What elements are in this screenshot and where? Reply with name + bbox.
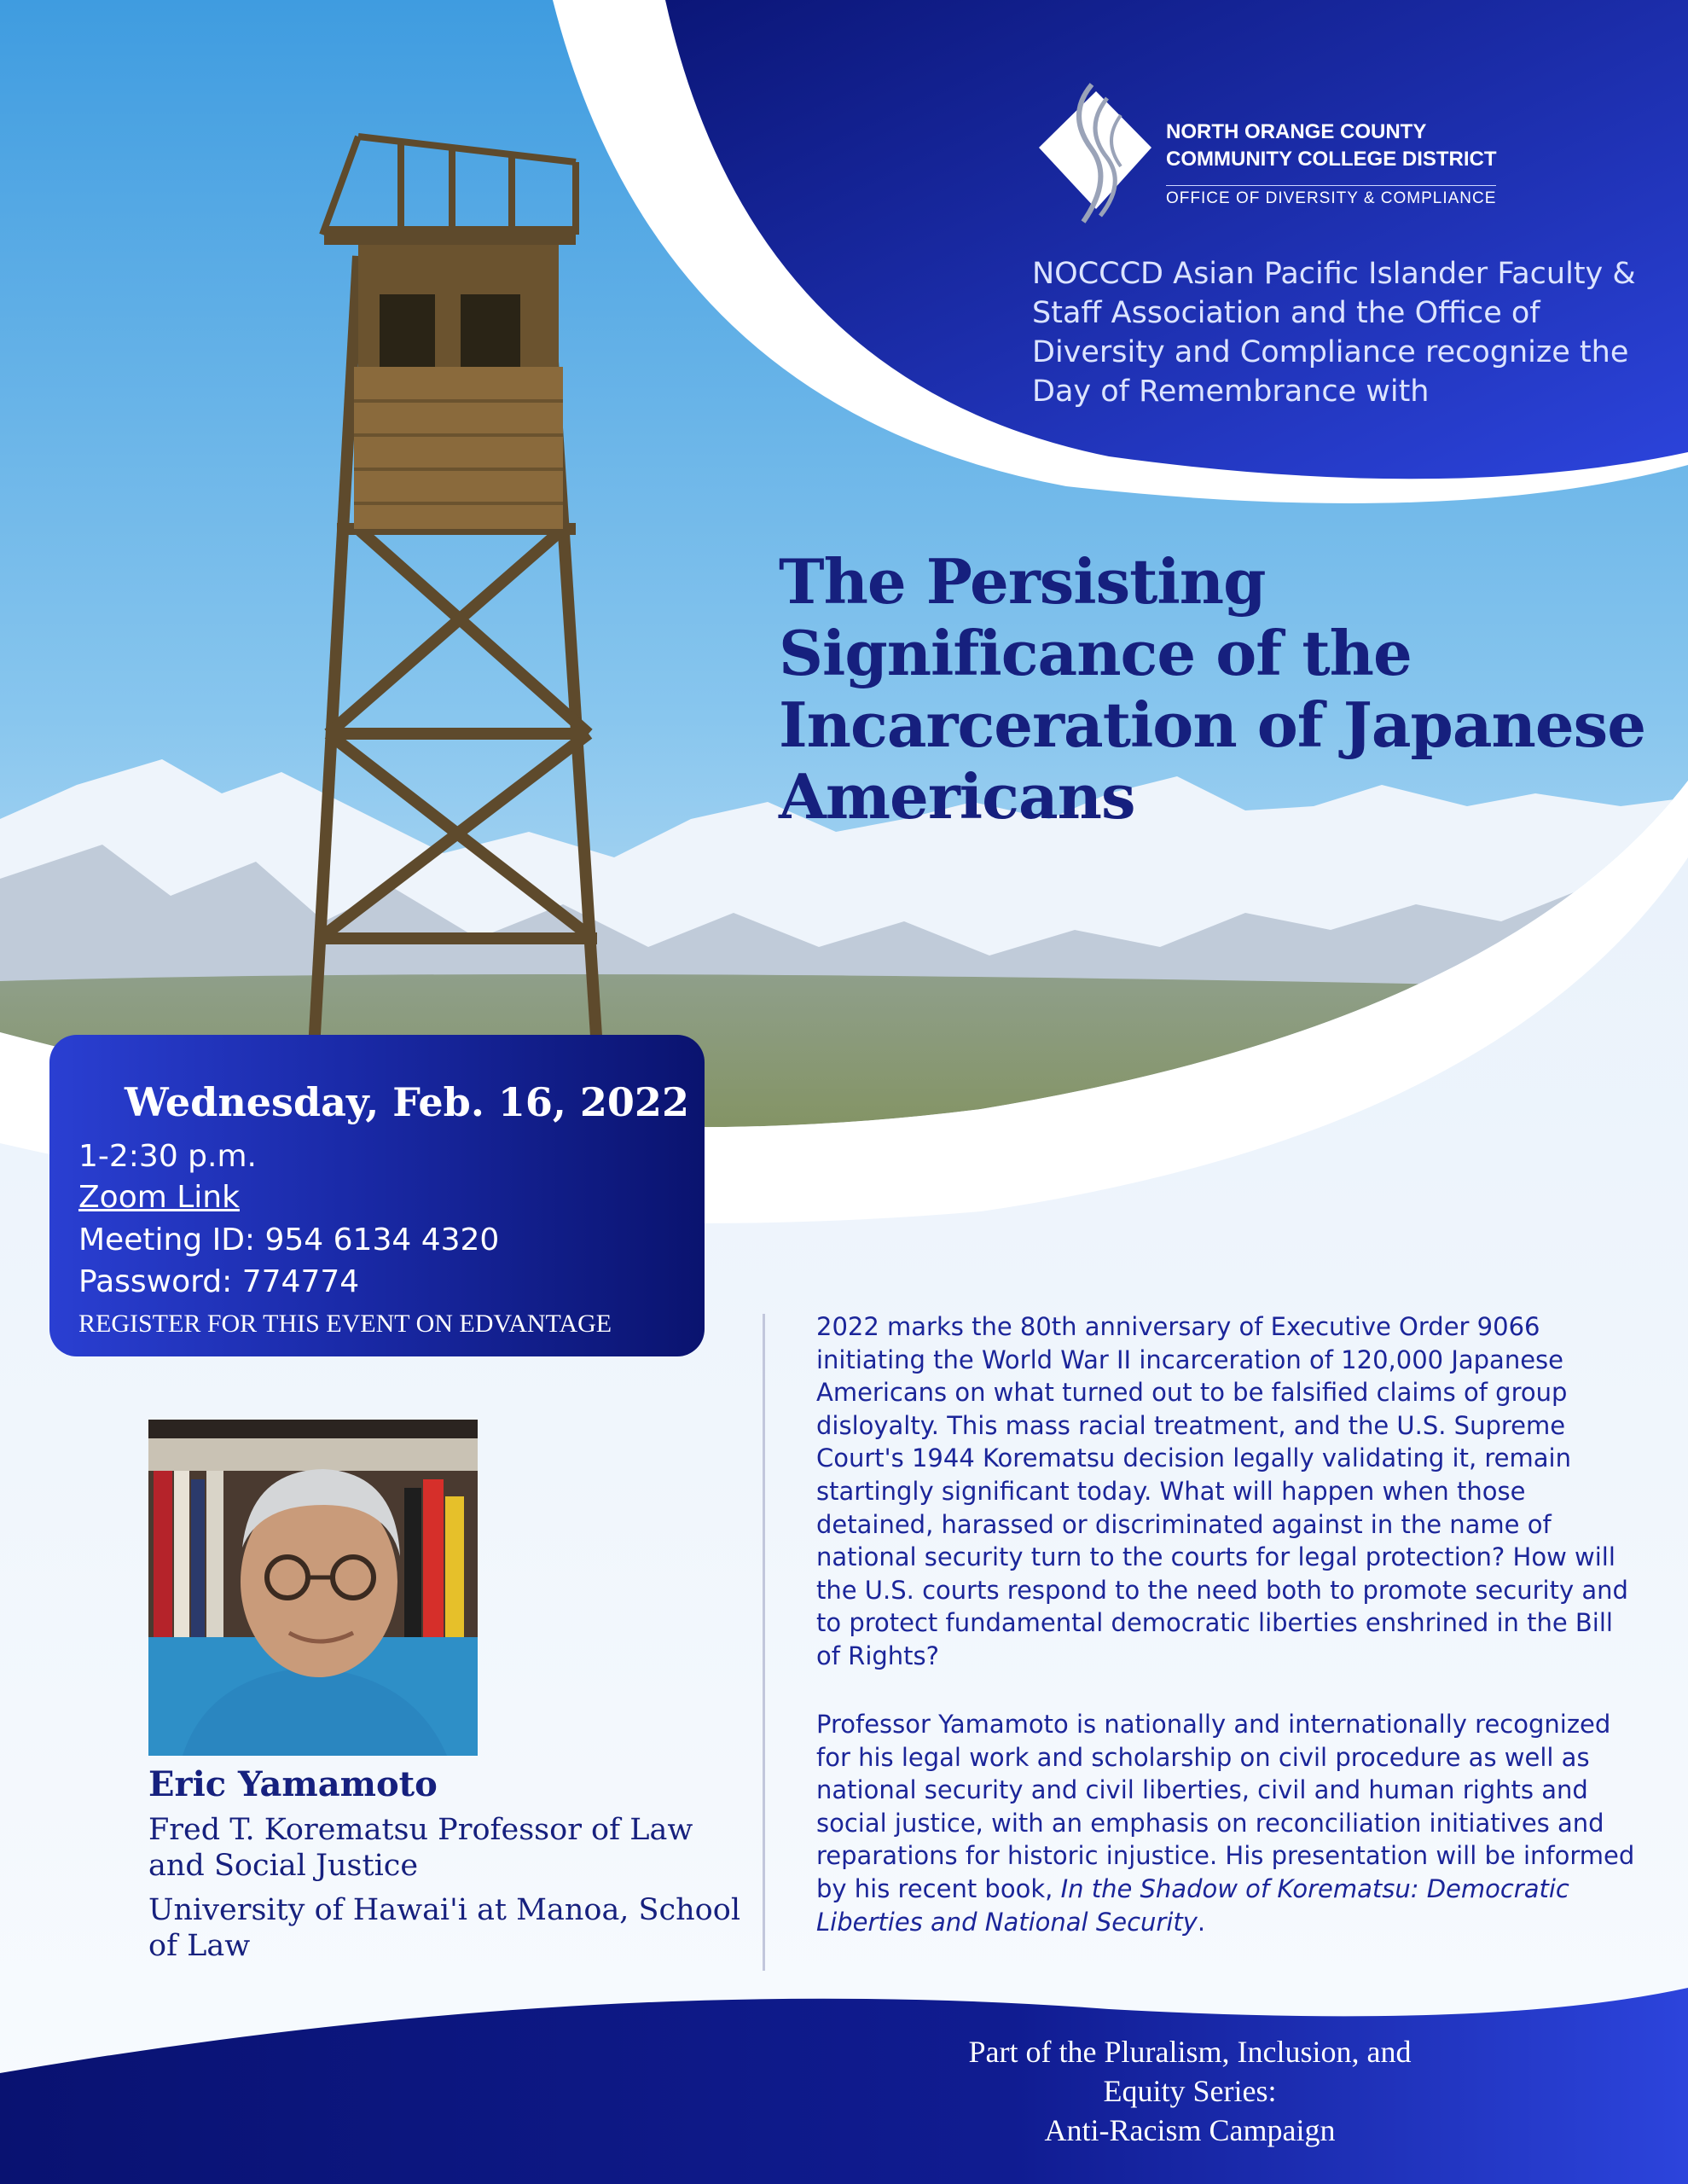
org-name <box>1166 119 1497 173</box>
intro-text: NOCCCD Asian Pacific Islander Faculty & Staff Association and the Office of Diversity and Compliance recognize the Day of Remembrance with <box>1032 257 1636 409</box>
event-details-box <box>49 1035 705 1356</box>
speaker-title: Fred T. Korematsu Professor of Law and Social Justice <box>148 1813 693 1883</box>
footer-line3: Anti-Racism Campaign <box>1044 2113 1336 2147</box>
org-name-line2: COMMUNITY COLLEGE DISTRICT <box>1166 148 1497 171</box>
column-divider <box>763 1314 765 1971</box>
nocccd-diamond-icon <box>1032 81 1160 226</box>
meeting-password: Password: 774774 <box>78 1264 360 1299</box>
book-title: In the Shadow of Korematsu: Democratic Liberties and National Security <box>816 1873 1569 1937</box>
speaker-photo <box>148 1420 478 1756</box>
description-paragraph-1: 2022 marks the 80th anniversary of Executive Order 9066 initiating the World War II incarceration of 120,000 Japanese Americans on what turned out to be falsified claims of group disloyalty. This mass racial treatment, and the U.S. Supreme Court's 1944 Korematsu decision legally validating it, remain startingly significant today. What will happen when those detained, harassed or discriminated against in the name of national security turn to the courts for legal protection? How will the U.S. courts respond to the need both to promote security and to protect fundamental democratic liberties enshrined in the Bill of Rights? <box>816 1312 1628 1670</box>
event-time: 1-2:30 p.m. <box>78 1139 257 1174</box>
meeting-id: Meeting ID: 954 6134 4320 <box>78 1223 500 1258</box>
speaker-institution: University of Hawai'i at Manoa, School of Law <box>148 1893 741 1963</box>
description-p2-text: Professor Yamamoto is nationally and internationally recognized for his legal work and scholarship on civil procedure as well as national security and civil liberties, civil and human rights and social justice, with an emphasis on reconciliation initiatives and reparations for historic injustice. His presentation will be informed by his recent book, <box>816 1710 1635 1903</box>
event-date: Wednesday, Feb. 16, 2022 <box>125 1079 689 1125</box>
description-p2-end: . <box>1197 1907 1206 1937</box>
org-name-line1: NORTH ORANGE COUNTY <box>1166 120 1427 143</box>
description-paragraph-2 <box>816 1708 1635 1938</box>
speaker-name: Eric Yamamoto <box>148 1764 438 1804</box>
event-title: The Persisting Significance of the Incarceration of Japanese Americans <box>779 545 1646 833</box>
org-office: OFFICE OF DIVERSITY & COMPLIANCE <box>1166 185 1496 208</box>
nocccd-logo <box>1032 81 1544 226</box>
zoom-link[interactable]: Zoom Link <box>78 1180 240 1215</box>
footer-line1: Part of the Pluralism, Inclusion, and <box>968 2035 1412 2069</box>
footer-line2: Equity Series: <box>1103 2074 1277 2108</box>
series-footer <box>853 2032 1527 2150</box>
register-link[interactable]: REGISTER FOR THIS EVENT ON EDVANTAGE <box>78 1310 612 1338</box>
